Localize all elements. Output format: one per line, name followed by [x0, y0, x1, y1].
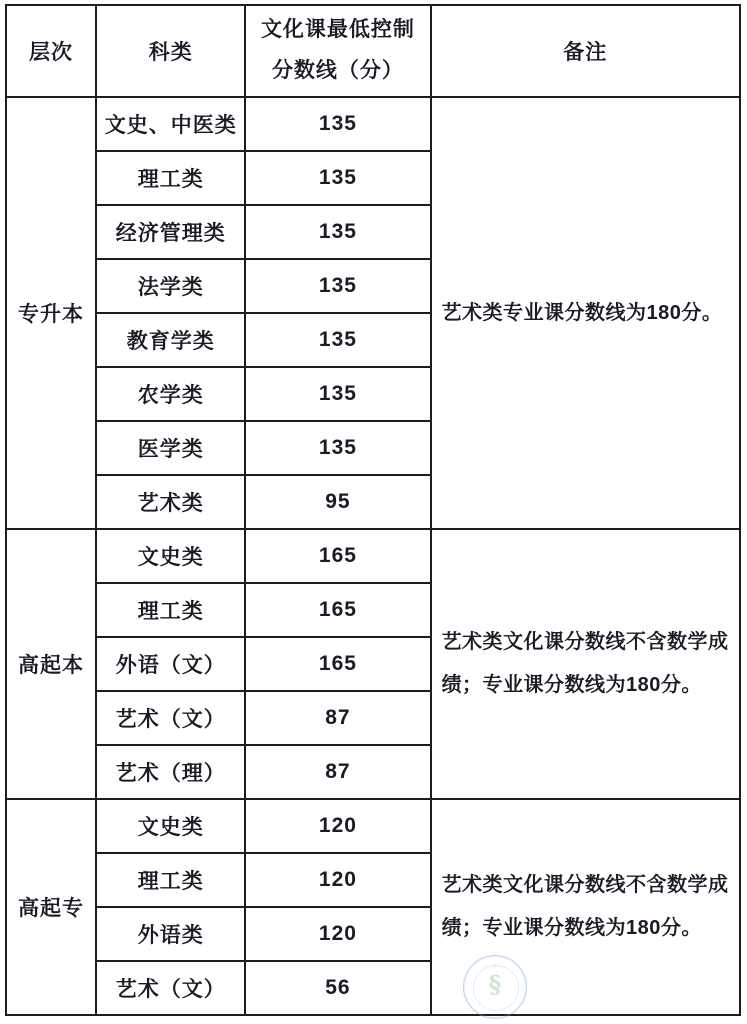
- level-cell-gaoqiben: 高起本: [6, 529, 96, 799]
- score-cell: 56: [245, 961, 430, 1015]
- subject-cell: 艺术类: [96, 475, 245, 529]
- header-score-line2: 分数线（分）: [271, 59, 404, 82]
- subject-cell: 经济管理类: [96, 205, 245, 259]
- subject-cell: 医学类: [96, 421, 245, 475]
- remark-cell-gaoqiben: 艺术类文化课分数线不含数学成绩；专业课分数线为180分。: [431, 529, 740, 799]
- score-cell: 120: [245, 907, 430, 961]
- subject-cell: 艺术（文）: [96, 691, 245, 745]
- subject-cell: 农学类: [96, 367, 245, 421]
- score-cell: 165: [245, 637, 430, 691]
- score-cell: 135: [245, 421, 430, 475]
- subject-cell: 外语（文）: [96, 637, 245, 691]
- subject-cell: 艺术（文）: [96, 961, 245, 1015]
- score-cell: 135: [245, 97, 430, 151]
- subject-cell: 理工类: [96, 853, 245, 907]
- score-cell: 165: [245, 529, 430, 583]
- score-cell: 87: [245, 691, 430, 745]
- subject-cell: 文史类: [96, 529, 245, 583]
- remark-cell-gaoqizhuan: 艺术类文化课分数线不含数学成绩；专业课分数线为180分。: [431, 799, 740, 1015]
- subject-cell: 外语类: [96, 907, 245, 961]
- level-cell-gaoqizhuan: 高起专: [6, 799, 96, 1015]
- subject-cell: 理工类: [96, 151, 245, 205]
- seal-center-glyph: §: [488, 970, 502, 999]
- score-cell: 135: [245, 259, 430, 313]
- subject-cell: 法学类: [96, 259, 245, 313]
- header-remark: 备注: [431, 5, 740, 97]
- seal-arc-text: ···+···: [483, 964, 507, 970]
- score-line-table: [5, 4, 741, 1016]
- score-cell: 135: [245, 205, 430, 259]
- subject-cell: 文史、中医类: [96, 97, 245, 151]
- table-header-row: [6, 5, 740, 97]
- table-row: [6, 799, 740, 853]
- header-level: 层次: [6, 5, 96, 97]
- score-cell: 120: [245, 853, 430, 907]
- score-cell: 120: [245, 799, 430, 853]
- header-score: [245, 5, 430, 97]
- subject-cell: 文史类: [96, 799, 245, 853]
- table-row: [6, 529, 740, 583]
- table-row: [6, 97, 740, 151]
- subject-cell: 艺术（理）: [96, 745, 245, 799]
- level-cell-zhuanshengben: 专升本: [6, 97, 96, 529]
- header-score-line1: 文化课最低控制: [260, 18, 415, 42]
- header-category: 科类: [96, 5, 245, 97]
- score-cell: 135: [245, 367, 430, 421]
- score-cell: 95: [245, 475, 430, 529]
- score-cell: 165: [245, 583, 430, 637]
- score-cell: 135: [245, 313, 430, 367]
- score-cell: 135: [245, 151, 430, 205]
- remark-cell-zhuanshengben: 艺术类专业课分数线为180分。: [431, 97, 740, 529]
- score-cell: 87: [245, 745, 430, 799]
- subject-cell: 教育学类: [96, 313, 245, 367]
- subject-cell: 理工类: [96, 583, 245, 637]
